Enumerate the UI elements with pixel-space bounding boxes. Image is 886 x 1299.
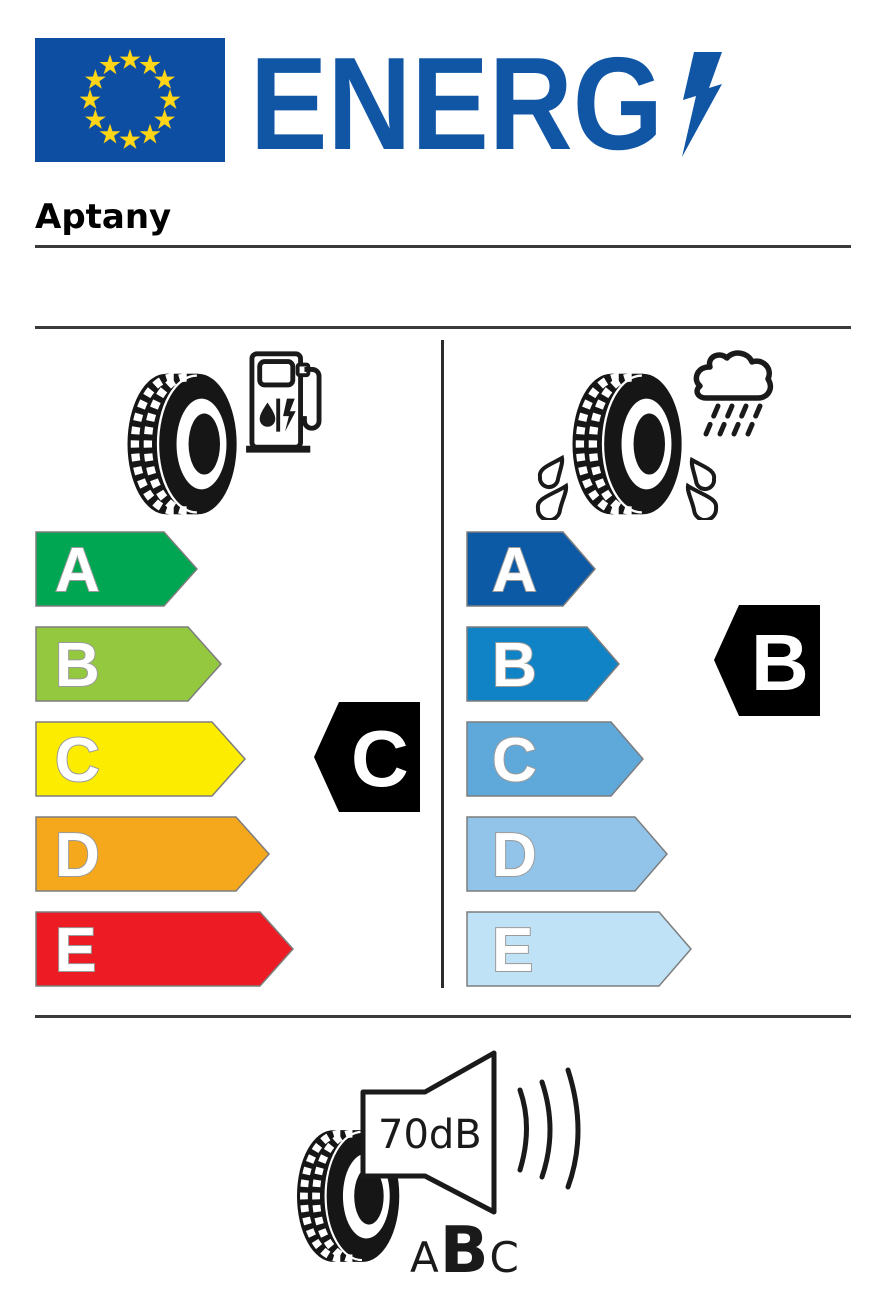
fuel-grade-D-label: D bbox=[55, 821, 100, 890]
wet-grade-A-label: A bbox=[492, 536, 537, 605]
eu-flag-icon bbox=[35, 38, 225, 162]
wet-grade-D-arrow bbox=[466, 816, 668, 892]
lightning-bolt-icon bbox=[682, 52, 722, 157]
tire-noise-speaker-icon bbox=[356, 1046, 606, 1221]
noise-class-C: C bbox=[489, 1233, 519, 1282]
wet-grade-E-label: E bbox=[492, 916, 534, 985]
noise-value: 70dB bbox=[378, 1112, 482, 1158]
energy-logo bbox=[250, 52, 725, 157]
sound-waves-icon bbox=[520, 1070, 578, 1187]
fuel-grade-B-arrow bbox=[35, 626, 222, 702]
fuel-grade-A-arrow bbox=[35, 531, 198, 607]
divider-above-noise bbox=[35, 1015, 851, 1018]
wet-selected-indicator bbox=[713, 604, 821, 717]
wet-grade-B-label: B bbox=[492, 631, 537, 700]
fuel-grade-C-label: C bbox=[55, 726, 100, 795]
fuel-grade-B-label: B bbox=[55, 631, 100, 700]
noise-class-scale bbox=[410, 1214, 519, 1288]
fuel-grade-E-arrow bbox=[35, 911, 294, 987]
wet-grade-C-arrow bbox=[466, 721, 644, 797]
brand-name: Aptany bbox=[35, 197, 172, 237]
water-splash-icon bbox=[532, 452, 728, 520]
tire-icon-fuel bbox=[126, 370, 240, 518]
wet-grade-A-arrow bbox=[466, 531, 596, 607]
fuel-grade-C-arrow bbox=[35, 721, 246, 797]
wet-grade-B-arrow bbox=[466, 626, 620, 702]
wet-selected-grade: B bbox=[751, 618, 809, 707]
noise-class-A: A bbox=[410, 1233, 439, 1282]
column-divider bbox=[441, 340, 444, 988]
fuel-pump-icon bbox=[246, 348, 324, 455]
noise-class-B-selected: B bbox=[439, 1214, 489, 1288]
wet-grade-C-label: C bbox=[492, 726, 537, 795]
fuel-selected-indicator bbox=[313, 701, 421, 813]
rain-cloud-icon bbox=[680, 346, 782, 444]
divider-under-brand bbox=[35, 245, 851, 248]
wet-grade-E-arrow bbox=[466, 911, 692, 987]
wet-grade-D-label: D bbox=[492, 821, 537, 890]
energy-logo-text: ENERG bbox=[250, 52, 664, 157]
fuel-grade-E-label: E bbox=[55, 916, 97, 985]
fuel-grade-A-label: A bbox=[55, 536, 100, 605]
divider-above-ratings bbox=[35, 326, 851, 329]
fuel-grade-D-arrow bbox=[35, 816, 270, 892]
fuel-selected-grade: C bbox=[351, 714, 409, 803]
